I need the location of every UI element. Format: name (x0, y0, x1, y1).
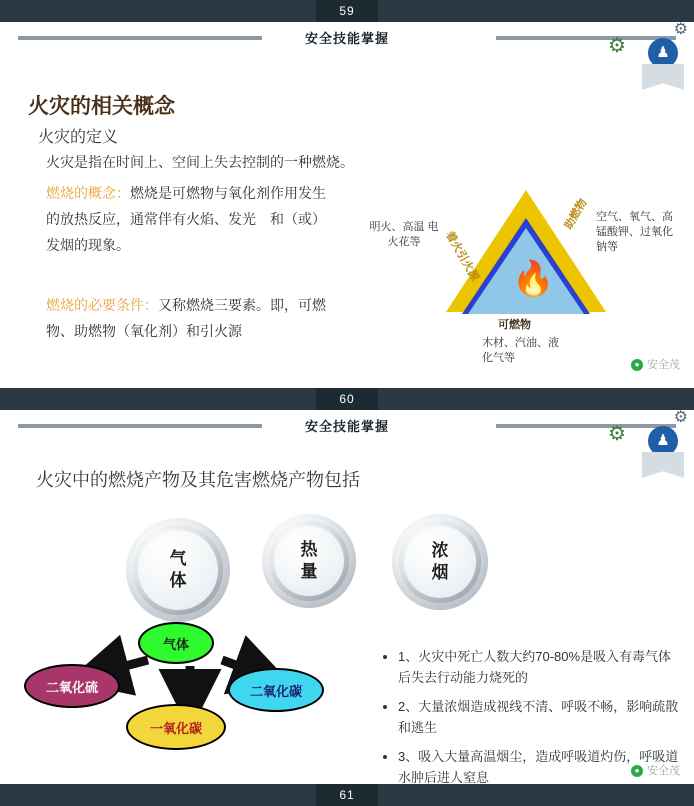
watermark-logo-icon: ● (631, 359, 643, 371)
orb-smoke-label: 浓 烟 (404, 526, 476, 598)
triangle-label-oxidizer: 助燃物 (562, 196, 590, 232)
node-gas: 气体 (138, 622, 214, 664)
list-item: • 1、火灾中死亡人数大约70-80%是吸入有毒气体后失去行动能力烧死的 (398, 646, 682, 688)
person-badge-icon: ♟ (648, 38, 678, 68)
gear-icon-green-2: ⚙ (608, 423, 626, 445)
slide1-badge-cluster (604, 22, 690, 96)
note-oxidizers: 空气、氧气、高锰酸钾、过氧化钠等 (596, 211, 673, 253)
flame-icon: 🔥 (512, 260, 555, 298)
slide1-header (18, 28, 676, 48)
slide-separator-band-middle (0, 388, 694, 410)
slide1-header-title: 安全技能掌握 (18, 28, 676, 47)
watermark-logo-icon-2: ● (631, 765, 643, 777)
list-item: • 2、大量浓烟造成视线不清、呼吸不畅，影响疏散和逃生 (398, 696, 682, 738)
slide-separator-band-top (0, 0, 694, 22)
note-fuels: 木材、汽油、液化气等 (482, 337, 559, 364)
node-carbon-monoxide: 一氧化碳 (126, 704, 226, 750)
orb-heat-label: 热 量 (274, 526, 344, 596)
triangle-label-ignition: 着火引火源 (443, 229, 481, 284)
slide2-badge-cluster (604, 410, 690, 484)
paragraph-2-text: 又称燃烧三要素。即，可燃物、助燃物（氧化剂）和引火源 (46, 297, 326, 339)
slide2-title: 火灾中的燃烧产物及其危害燃烧产物包括 (36, 470, 360, 490)
ribbon-shape-2 (642, 452, 684, 478)
orb-heat (262, 514, 356, 608)
slide1-definition: 火灾是指在时间上、空间上失去控制的一种燃烧。 (46, 154, 354, 170)
slide2-header (18, 416, 676, 436)
orb-gas-label: 气 体 (138, 530, 218, 610)
slide-combustion-products (0, 410, 694, 784)
page-number-60: 60 (316, 388, 378, 410)
slide-fire-concepts (0, 22, 694, 380)
watermark-text-2: 安全茂 (647, 765, 680, 777)
slide2-header-title: 安全技能掌握 (18, 416, 676, 435)
page-number-59: 59 (316, 0, 378, 22)
node-sulfur-dioxide: 二氧化硫 (24, 664, 120, 708)
fire-triangle-diagram (360, 170, 680, 364)
list-item: • 3、吸入大量高温烟尘，造成呼吸道灼伤，呼吸道水肿后进人窒息 (398, 746, 682, 784)
triangle-label-fuel: 可燃物 (498, 319, 531, 331)
note-ignition-sources: 明火、高温 电火花等 (369, 221, 439, 248)
gear-icon-green: ⚙ (608, 35, 626, 57)
gear-icon-small: ⚙ (673, 22, 688, 38)
slide2-watermark (631, 762, 680, 778)
paragraph-1-text: 燃烧是可燃物与氧化剂作用发生的放热反应，通常伴有火焰、发光 和（或）发烟的现象。 (46, 185, 326, 253)
slide1-paragraph-1 (46, 180, 336, 258)
slide1-subtitle: 火灾的定义 (38, 129, 119, 146)
watermark-text: 安全茂 (647, 359, 680, 371)
person-badge-icon-2: ♟ (648, 426, 678, 456)
paragraph-1-keyword: 燃烧的概念： (46, 185, 130, 201)
slide1-paragraph-2 (46, 292, 336, 344)
page-number-61: 61 (316, 784, 378, 806)
slide1-title: 火灾的相关概念 (28, 95, 175, 118)
node-carbon-dioxide: 二氧化碳 (228, 668, 324, 712)
gear-icon-small-2: ⚙ (673, 410, 688, 426)
slide1-watermark (631, 356, 680, 372)
ribbon-shape (642, 64, 684, 90)
slide-separator-band-bottom (0, 784, 694, 806)
orb-smoke (392, 514, 488, 610)
paragraph-2-keyword: 燃烧的必要条件： (46, 297, 158, 313)
orb-gas (126, 518, 230, 622)
